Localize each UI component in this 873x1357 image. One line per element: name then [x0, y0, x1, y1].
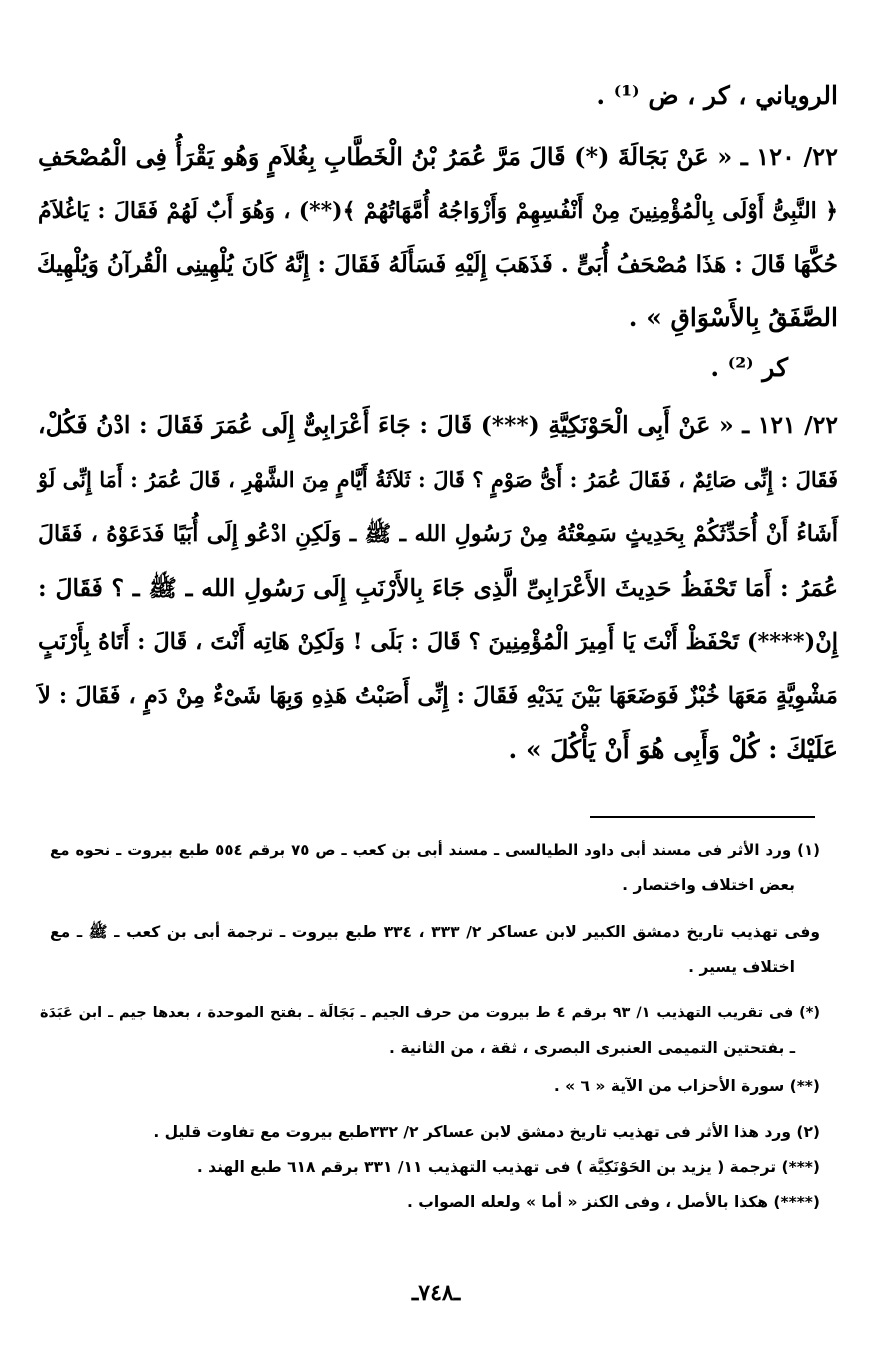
body-line: إِنْ(****) تَحْفَظْ أَنْتَ يَا أَمِيرَ الْمُؤْمِنِينَ ؟ قَالَ : بَلَى ! وَلَكِنْ هَاتِه أَنْتَ ، قَالَ : أَتَاهُ بِأَرْنَبٍ — [38, 629, 838, 655]
body-line: فَقَالَ : إِنِّى صَائِمٌ ، فَقَالَ عُمَرُ : أَىُّ صَوْمٍ ؟ قَالَ : ثَلاَثَةُ أَيَّامٍ مِنَ الشَّهْرِ ، قَالَ عُمَرُ : أَمَا إِنِّى لَوْ — [38, 467, 838, 492]
footnote-line: (**) سورة الأحزاب من الآية « ٦ » . — [553, 1077, 820, 1095]
body-line: حُكَّهَا قَالَ : هَذَا مُصْحَفُ أُبَىٍّ . فَذَهَبَ إِلَيْهِ فَسَأَلَهُ فَقَالَ : إِنَّهُ كَانَ يُلْهِينِى الْقُرآنُ وَيُلْهِيكَ — [36, 251, 838, 278]
body-line: ٢٢/ ١٢١ ـ « عَنْ أَبِى الْحَوْنَكِيَّةِ (***) قَالَ : جَاءَ أَعْرَابِىٌّ إِلَى عُمَرَ فَقَالَ : ادْنُ فَكُلْ، — [38, 411, 839, 439]
footnote-line: اختلاف يسير . — [688, 958, 795, 976]
body-line: عَلَيْكَ : كُلْ وَأَبِى هُوَ أَنْ يَأْكُلَ » . — [508, 735, 838, 764]
page-number: ـ٧٤٨ـ — [411, 1280, 461, 1306]
footnote-line: (٢) ورد هذا الأثر فى تهذيب تاريخ دمشق لابن عساكر ٢/ ٣٣٢طبع بيروت مع تفاوت قليل . — [153, 1123, 820, 1141]
body-line: أَشَاءُ أَنْ أُحَدِّثَكُمْ بِحَدِيثٍ سَمِعْتُهُ مِنْ رَسُولِ الله ـ ﷺ ـ وَلَكِنِ ادْعُو إِلَى أُبَيًا فَدَعَوْهُ ، فَقَالَ — [38, 521, 838, 547]
footnote-line: (١) ورد الأثر فى مسند أبى داود الطيالسى ـ مسند أبى بن كعب ـ ص ٧٥ برقم ٥٥٤ طبع بيروت ـ نحوه مع — [50, 841, 820, 859]
body-line: الروياني ، كر ، ض ⁽¹⁾ . — [596, 81, 838, 110]
footnote-line: (*) فى تقريب التهذيب ١/ ٩٣ برقم ٤ ط بيروت من حرف الجيم ـ بَجَالَة ـ بفتح الموحدة ، بعدها جيم ـ ابن عَبَدَة — [40, 1005, 820, 1021]
footnote-separator — [590, 816, 815, 818]
footnote-line: بعض اختلاف واختصار . — [622, 876, 795, 894]
body-line: ﴿ النَّبِىُّ أَوْلَى بِالْمُؤْمِنِينَ مِنْ أَنْفُسِهِمْ وَأَزْوَاجُهُ أُمَّهَاتُهُمْ ﴾(**) ، وَهُوَ أَبٌ لَهُمْ فَقَالَ : يَاغُلاَمُ — [38, 198, 838, 224]
footnote-line: (***) ترجمة ( يزيد بن الحَوْنَكِيَّة ) فى تهذيب التهذيب ١١/ ٣٣١ برقم ٦١٨ طبع الهند . — [196, 1158, 820, 1176]
body-line: كر ⁽²⁾ . — [710, 353, 788, 382]
body-line: ٢٢/ ١٢٠ ـ « عَنْ بَجَالَةَ (*) قَالَ مَرَّ عُمَرُ بْنُ الْخَطَّابِ بِغُلاَمٍ وَهُو يَقْرَأُ فِى الْمُصْحَفِ — [38, 142, 838, 171]
footnote-line: ـ بفتحتين التميمى العنبرى البصرى ، ثقة ، من الثانية . — [389, 1039, 795, 1057]
body-line: مَشْوِيَّةٍ مَعَهَا خُبْزٌ فَوَضَعَهَا بَيْنَ يَدَيْهِ فَقَالَ : إِنِّى أَصَبْتُ هَذِهِ وَبِهَا شَىْءٌ مِنْ دَمٍ ، فَقَالَ : لاَ — [38, 683, 838, 709]
body-line: عُمَرُ : أَمَا تَحْفَظُ حَدِيثَ الأَعْرَابِىِّ الَّذِى جَاءَ بِالأَرْنَبِ إِلَى رَسُولِ الله ـ ﷺ ـ ؟ فَقَالَ : — [38, 574, 838, 602]
body-line: الصَّفَقُ بِالأَسْوَاقِ » . — [628, 303, 838, 332]
footnote-line: وفى تهذيب تاريخ دمشق الكبير لابن عساكر ٢/ ٣٣٣ ، ٣٣٤ طبع بيروت ـ ترجمة أبى بن كعب ـ ﷺ ـ مع — [50, 923, 820, 941]
footnote-line: (****) هكذا بالأصل ، وفى الكنز « أما » ولعله الصواب . — [406, 1193, 820, 1211]
